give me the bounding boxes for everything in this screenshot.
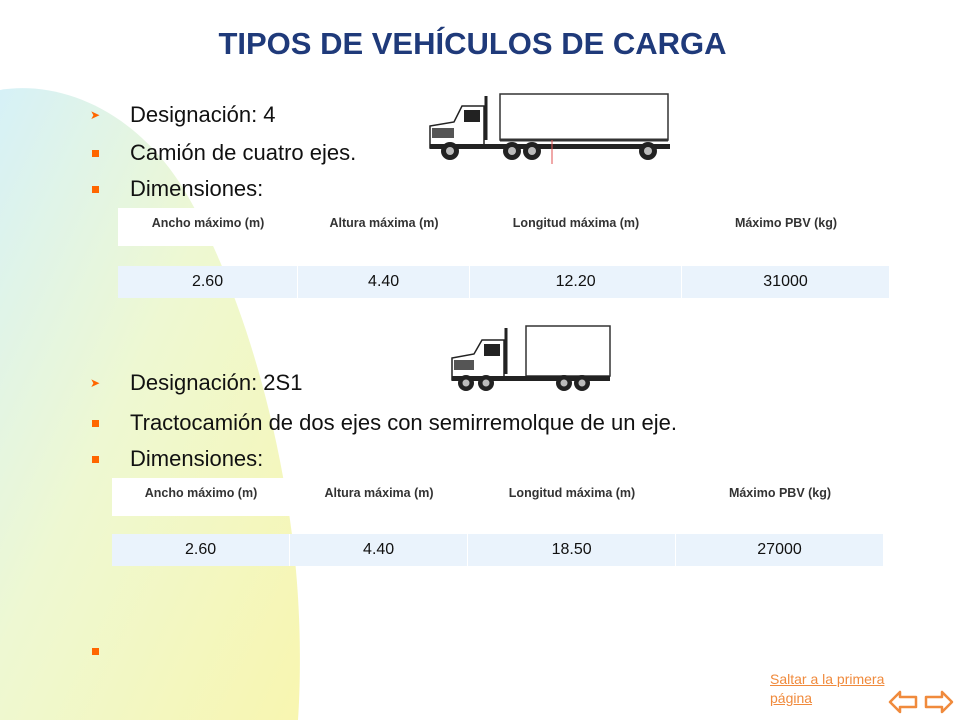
header-weight: Máximo PBV (kg) [676,478,884,516]
header-length: Longitud máxima (m) [468,478,676,516]
arrow-left-icon[interactable] [890,692,916,712]
square-bullet-icon [90,456,130,463]
value-weight: 31000 [682,266,890,298]
description-item-2 [90,408,677,438]
arrow-bullet-icon: ➤ [90,376,101,390]
dimensions-table-2 [112,478,884,566]
value-length: 12.20 [470,266,682,298]
header-height: Altura máxima (m) [298,208,470,246]
square-bullet-icon [90,186,130,193]
jump-to-first-page-link[interactable]: Saltar a la primera página [770,671,885,706]
header-height: Altura máxima (m) [290,478,468,516]
table-header-row [118,208,890,246]
truck-4-axle-image [420,88,676,164]
dimensions-label: Dimensiones: [130,176,264,201]
slide-navigation [888,686,954,723]
value-weight: 27000 [676,534,884,566]
description-text: Tractocamión de dos ejes con semirremolque de un eje. [130,410,678,435]
arrow-right-icon[interactable] [926,692,952,712]
square-bullet-icon [90,648,130,655]
description-text: Camión de cuatro ejes. [130,140,357,165]
dimensions-label: Dimensiones: [130,446,264,471]
square-bullet-icon [90,420,130,427]
header-length: Longitud máxima (m) [470,208,682,246]
designation-text: Designación: 4 [130,102,276,127]
table-row [112,534,884,566]
table-row [118,266,890,298]
value-length: 18.50 [468,534,676,566]
empty-bullet-item [90,636,130,666]
value-width: 2.60 [118,266,298,298]
designation-item-2 [90,368,302,398]
dimensions-item-2 [90,444,263,474]
square-bullet-icon [90,150,130,157]
page-title: TIPOS DE VEHÍCULOS DE CARGA [218,26,727,61]
designation-item-1 [90,100,276,130]
designation-text: Designación: 2S1 [130,370,303,395]
description-item-1 [90,138,356,168]
value-height: 4.40 [290,534,468,566]
header-weight: Máximo PBV (kg) [682,208,890,246]
value-height: 4.40 [298,266,470,298]
dimensions-item-1 [90,174,263,204]
tractor-trailer-2s1-image [446,322,614,394]
dimensions-table-1 [118,208,890,298]
value-width: 2.60 [112,534,290,566]
header-width: Ancho máximo (m) [118,208,298,246]
header-width: Ancho máximo (m) [112,478,290,516]
arrow-bullet-icon: ➤ [90,108,101,122]
table-header-row [112,478,884,516]
